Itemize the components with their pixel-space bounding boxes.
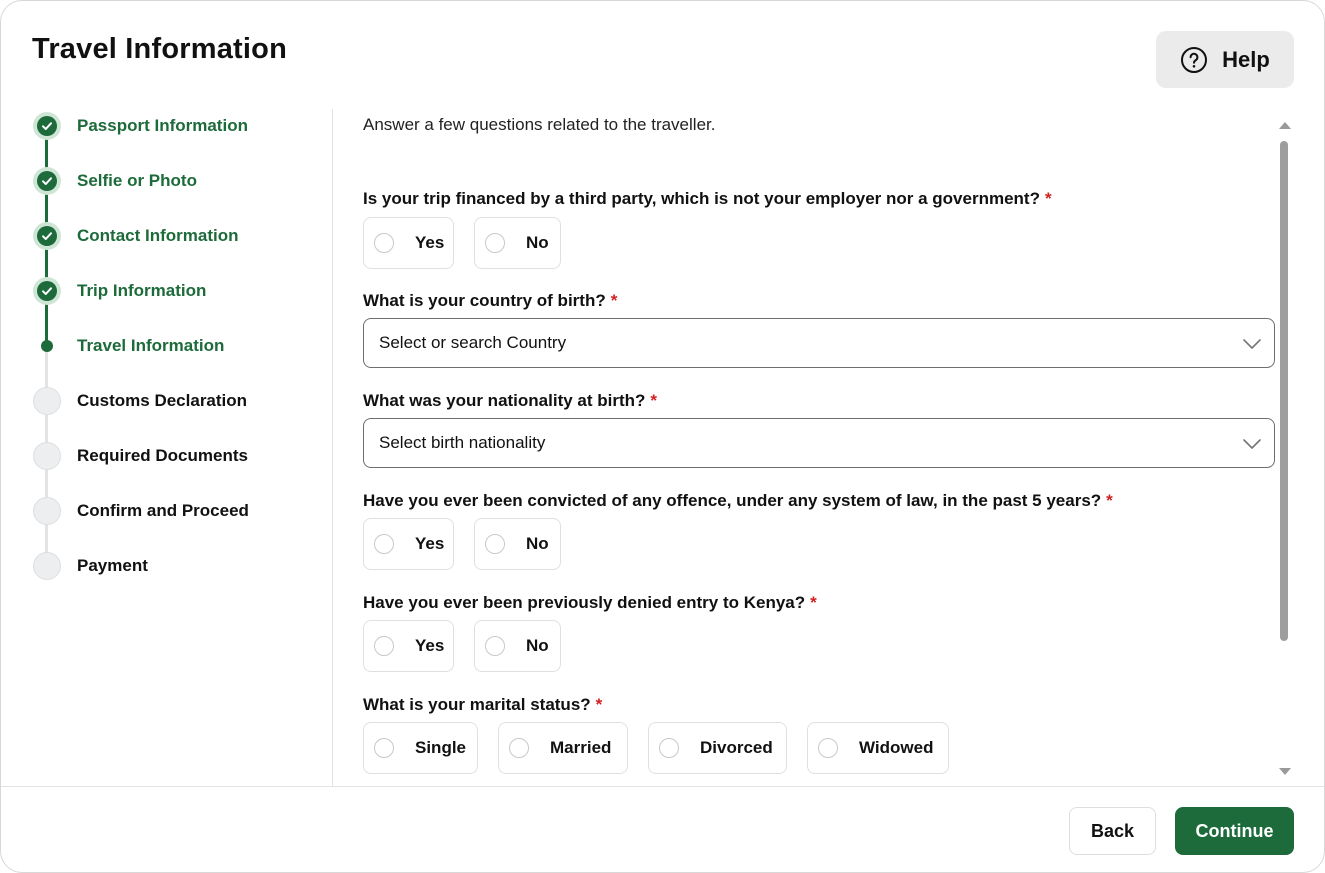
radio-circle-icon — [374, 636, 394, 656]
check-icon — [41, 230, 53, 242]
required-marker: * — [810, 593, 817, 612]
chevron-down-icon — [1242, 334, 1262, 354]
marital-widowed-radio[interactable] — [807, 722, 949, 774]
step-pending-icon — [33, 387, 61, 415]
radio-label: No — [526, 636, 549, 655]
step-travel-information[interactable] — [33, 332, 224, 360]
question-marital-status-label — [363, 695, 602, 715]
select-placeholder: Select birth nationality — [379, 433, 546, 452]
chevron-down-icon — [1242, 434, 1262, 454]
scroll-up-arrow-icon[interactable] — [1278, 119, 1292, 131]
required-marker: * — [595, 695, 603, 714]
question-text: What was your nationality at birth? — [363, 391, 646, 410]
step-label: Contact Information — [77, 226, 239, 245]
question-text: Have you ever been convicted of any offence, under any system of law, in the past 5 years? — [363, 491, 1102, 510]
step-label: Travel Information — [77, 336, 225, 355]
radio-label: No — [526, 233, 549, 252]
question-text: What is your country of birth? — [363, 291, 606, 310]
help-label: Help — [1222, 46, 1270, 72]
form-intro: Answer a few questions related to the traveller. — [363, 115, 716, 134]
step-pending-icon — [33, 442, 61, 470]
denied-no-radio[interactable] — [474, 620, 561, 672]
form-panel — [333, 109, 1325, 786]
step-label: Payment — [77, 556, 148, 575]
scrollbar-thumb[interactable] — [1280, 141, 1288, 641]
financed-yes-radio[interactable] — [363, 217, 454, 269]
step-passport-information[interactable] — [33, 112, 248, 140]
marital-single-radio[interactable] — [363, 722, 478, 774]
radio-circle-icon — [374, 233, 394, 253]
radio-circle-icon — [485, 233, 505, 253]
question-convicted-label — [363, 491, 1113, 511]
convicted-no-radio[interactable] — [474, 518, 561, 570]
back-button[interactable]: Back — [1069, 807, 1156, 855]
radio-label: Widowed — [859, 738, 934, 757]
required-marker: * — [1106, 491, 1113, 510]
step-label: Passport Information — [77, 116, 248, 135]
question-financed-label — [363, 189, 1052, 209]
radio-circle-icon — [374, 738, 394, 758]
step-complete-icon — [33, 112, 61, 140]
footer-divider — [1, 786, 1325, 787]
required-marker: * — [610, 291, 618, 310]
question-circle-icon — [1180, 46, 1208, 74]
step-complete-icon — [33, 277, 61, 305]
step-label: Customs Declaration — [77, 391, 248, 410]
question-nationality-birth-label — [363, 391, 657, 411]
step-complete-icon — [33, 222, 61, 250]
radio-label: Yes — [415, 233, 445, 252]
continue-button[interactable]: Continue — [1175, 807, 1294, 855]
question-denied-entry-label — [363, 593, 817, 613]
radio-circle-icon — [374, 534, 394, 554]
step-complete-icon — [33, 167, 61, 195]
marital-divorced-radio[interactable] — [648, 722, 787, 774]
marital-married-radio[interactable] — [498, 722, 628, 774]
denied-yes-radio[interactable] — [363, 620, 454, 672]
step-payment — [33, 552, 148, 580]
scroll-down-arrow-icon[interactable] — [1278, 766, 1292, 778]
check-icon — [41, 175, 53, 187]
step-label: Trip Information — [77, 281, 207, 300]
required-marker: * — [1044, 189, 1052, 208]
question-text: What is your marital status? — [363, 695, 591, 714]
step-label: Required Documents — [77, 446, 248, 465]
radio-circle-icon — [509, 738, 529, 758]
step-trip-information[interactable] — [33, 277, 206, 305]
radio-label: Divorced — [700, 738, 773, 757]
radio-label: Married — [550, 738, 612, 757]
check-icon — [41, 120, 53, 132]
help-button[interactable] — [1156, 31, 1294, 88]
radio-label: Yes — [415, 534, 445, 553]
question-text: Have you ever been previously denied entry to Kenya? — [363, 593, 806, 612]
financed-no-radio[interactable] — [474, 217, 561, 269]
radio-label: No — [526, 534, 549, 553]
radio-circle-icon — [485, 636, 505, 656]
country-of-birth-select[interactable] — [363, 318, 1275, 368]
step-label: Confirm and Proceed — [77, 501, 249, 520]
birth-nationality-select[interactable] — [363, 418, 1275, 468]
step-customs-declaration — [33, 387, 247, 415]
question-country-birth-label — [363, 291, 617, 311]
check-icon — [41, 285, 53, 297]
step-contact-information[interactable] — [33, 222, 239, 250]
convicted-yes-radio[interactable] — [363, 518, 454, 570]
step-current-icon — [41, 340, 53, 352]
page-title: Travel Information — [32, 33, 287, 65]
radio-label: Yes — [415, 636, 445, 655]
step-confirm-and-proceed — [33, 497, 249, 525]
step-required-documents — [33, 442, 248, 470]
radio-circle-icon — [659, 738, 679, 758]
question-text: Is your trip financed by a third party, which is not your employer nor a government? — [363, 189, 1040, 208]
step-label: Selfie or Photo — [77, 171, 197, 190]
radio-label: Single — [415, 738, 467, 757]
step-pending-icon — [33, 552, 61, 580]
required-marker: * — [650, 391, 658, 410]
step-selfie-or-photo[interactable] — [33, 167, 197, 195]
radio-circle-icon — [818, 738, 838, 758]
step-pending-icon — [33, 497, 61, 525]
select-placeholder: Select or search Country — [379, 333, 567, 352]
radio-circle-icon — [485, 534, 505, 554]
